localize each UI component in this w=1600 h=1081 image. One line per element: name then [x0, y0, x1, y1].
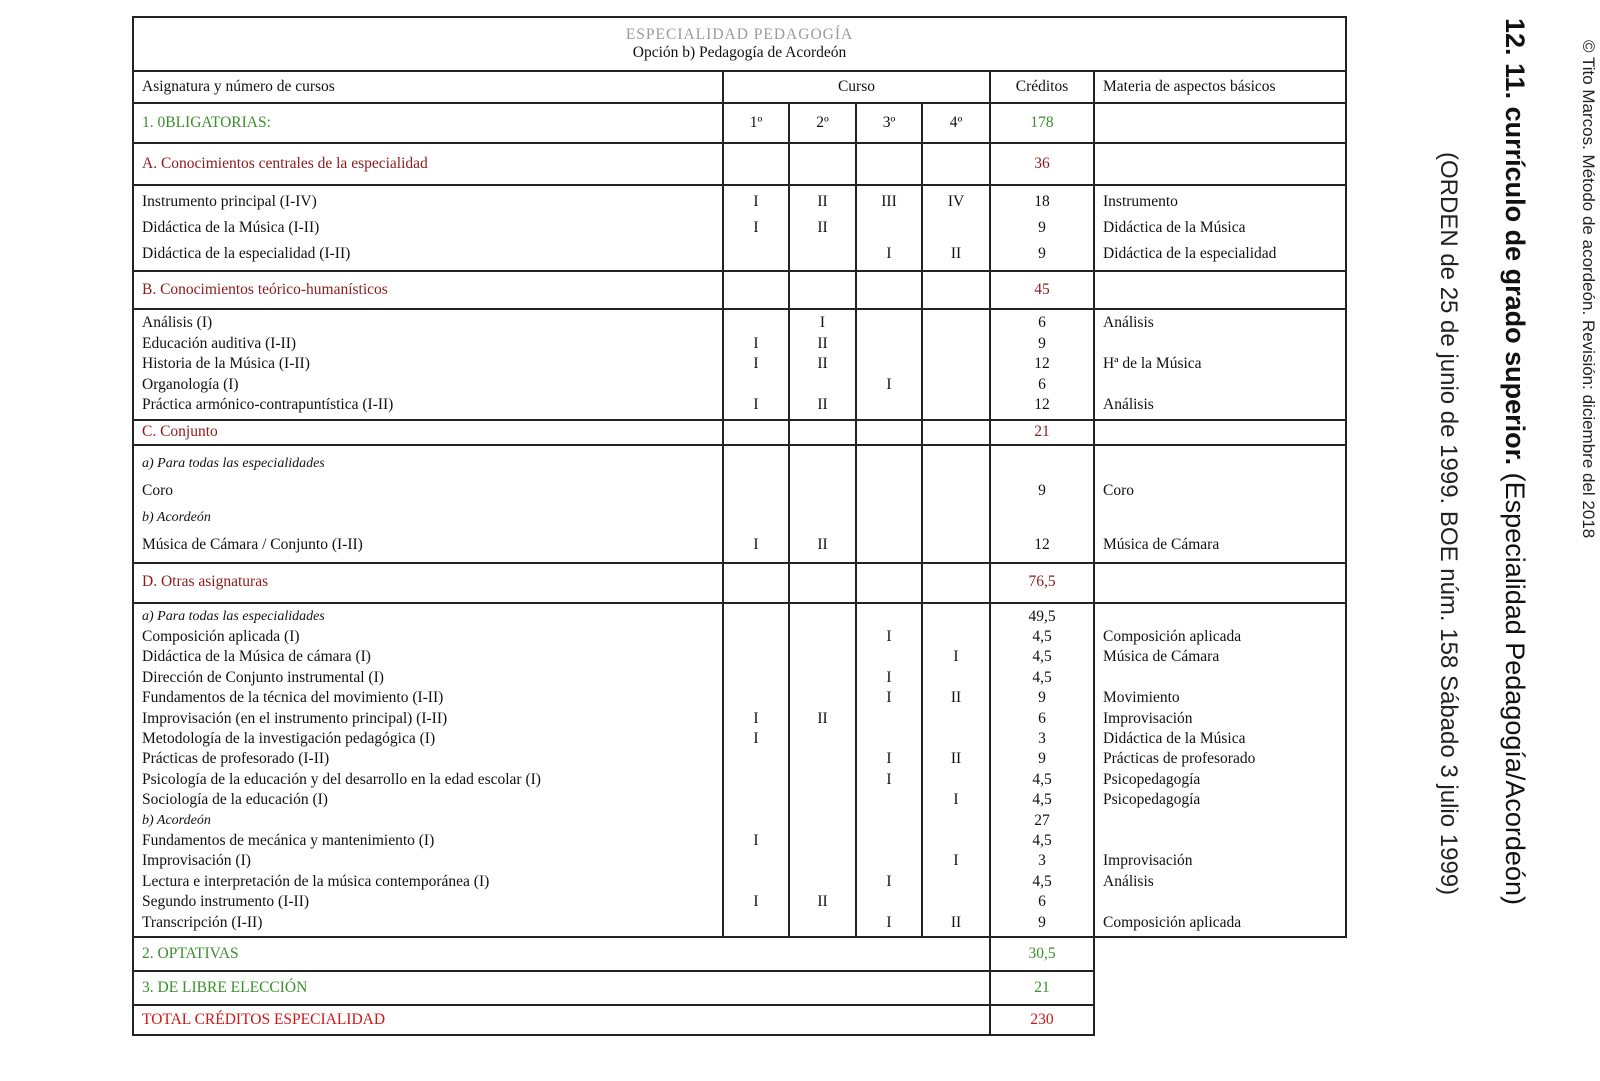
- empty-cell: [856, 420, 922, 445]
- year-3-cell: [857, 831, 921, 851]
- page-number: [0, 546, 1, 614]
- year-4-cell: I: [953, 648, 959, 666]
- credits-cell: 4,5: [1032, 648, 1052, 666]
- year-2-cell: II: [817, 355, 828, 372]
- year-2-cell: [790, 668, 855, 688]
- year-4-cell: [923, 709, 989, 729]
- year-2-cell: [790, 851, 855, 871]
- subsection-credits: 27: [1034, 811, 1050, 829]
- materia-cell: Improvisación: [1103, 709, 1193, 727]
- subject-name-cell: Práctica armónico-contrapuntística (I-II): [142, 396, 394, 413]
- year-1-cell: [724, 770, 788, 790]
- subject-name-cell: Improvisación (I): [142, 852, 251, 870]
- subject-name-cell: Dirección de Conjunto instrumental (I): [142, 668, 384, 686]
- optativas-credits: 30,5: [990, 937, 1094, 971]
- credits-cell: 4,5: [1032, 831, 1052, 849]
- year-3-cell: [857, 790, 921, 810]
- year-1-header: 1º: [723, 103, 789, 143]
- secD-body-credits-col: [990, 603, 1094, 938]
- materia-cell: Psicopedagogía: [1103, 791, 1201, 809]
- obligatorias-credits: 178: [990, 103, 1094, 143]
- materia-cell: [1103, 668, 1337, 688]
- obligatorias-label: 1. 0BLIGATORIAS:: [133, 103, 723, 143]
- obligatorias-row: [133, 103, 1346, 143]
- year-1-cell: [724, 688, 788, 708]
- materia-cell: [1103, 375, 1337, 396]
- subject-name-cell: Historia de la Música (I-II): [142, 355, 310, 372]
- section-b-body: [133, 309, 1346, 420]
- section-a-body: [133, 185, 1346, 271]
- subject-name-cell: Improvisación (en el instrumento principal) (I-II): [142, 709, 448, 727]
- subject-name-cell: Segundo instrumento (I-II): [142, 893, 310, 911]
- year-1-cell: [724, 375, 788, 396]
- year-4-cell: [923, 872, 989, 892]
- credits-cell: 6: [1038, 893, 1046, 911]
- year-2-cell: II: [817, 334, 828, 352]
- credits-cell: 6: [1038, 314, 1046, 331]
- secD-body-year-4-col: [922, 603, 990, 938]
- subject-name-cell: Psicología de la educación y del desarrollo en la edad escolar (I): [142, 770, 541, 788]
- empty-cell: [856, 271, 922, 309]
- year-4-cell: [923, 892, 989, 912]
- year-1-cell: I: [753, 831, 759, 849]
- credits-cell: 9: [1038, 750, 1046, 768]
- subject-name-cell: Didáctica de la especialidad (I-II): [142, 245, 351, 262]
- subject-name-cell: Educación auditiva (I-II): [142, 334, 297, 352]
- year-3-cell: [857, 215, 921, 241]
- section-heading: [1499, 18, 1530, 905]
- year-4-cell: [923, 215, 989, 241]
- secD-body-year-1-col: [723, 603, 789, 938]
- libre-credits: 21: [990, 971, 1094, 1005]
- year-1-cell: [724, 647, 788, 667]
- credits-cell: 6: [1038, 375, 1046, 393]
- year-1-cell: [724, 749, 788, 769]
- section-a-credits: 36: [990, 143, 1094, 185]
- materia-cell: [1103, 892, 1337, 912]
- year-2-cell: II: [817, 396, 828, 413]
- spacer: [1103, 811, 1337, 831]
- section-c-materia-col: [1094, 445, 1346, 563]
- header-creditos: Créditos: [990, 71, 1094, 103]
- empty-cell: [1094, 143, 1346, 185]
- section-c-y1: [723, 445, 789, 563]
- subsection-label: a) Para todas las especialidades: [142, 608, 325, 624]
- subject-name-cell: Fundamentos de mecánica y mantenimiento (I): [142, 831, 435, 849]
- optativas-row: [133, 937, 1346, 971]
- secD-body-subject-name-col: [133, 603, 723, 938]
- section-c-coro-materia: Coro: [1103, 481, 1134, 499]
- year-4-cell: II: [950, 245, 962, 262]
- secA-body-year-3-col: [856, 185, 922, 271]
- empty-cell: [1094, 420, 1346, 445]
- spacer: [790, 811, 855, 831]
- year-4-header: 4º: [922, 103, 990, 143]
- empty-cell: [856, 143, 922, 185]
- year-3-cell: I: [886, 627, 892, 645]
- year-1-cell: I: [753, 893, 759, 911]
- empty-cell: [1094, 271, 1346, 309]
- section-subheading: (ORDEN de 25 de junio de 1999. BOE núm. 158 Sábado 3 julio 1999): [1435, 152, 1462, 896]
- year-2-header: 2º: [789, 103, 856, 143]
- year-2-cell: II: [817, 219, 828, 236]
- materia-cell: Movimiento: [1103, 689, 1180, 707]
- subject-name-cell: Sociología de la educación (I): [142, 791, 328, 809]
- year-1-cell: I: [753, 729, 759, 747]
- section-b-row: [133, 271, 1346, 309]
- materia-cell: Didáctica de la Música: [1103, 219, 1246, 236]
- year-4-cell: [923, 770, 989, 790]
- year-4-cell: [923, 354, 989, 375]
- curriculum-table: [132, 16, 1347, 1036]
- curriculum-table-wrapper: [132, 16, 1347, 1036]
- credits-cell: 3: [1038, 852, 1046, 870]
- empty-cell: [922, 143, 990, 185]
- subject-name-cell: Prácticas de profesorado (I-II): [142, 750, 330, 768]
- secA-body-year-2-col: [789, 185, 856, 271]
- year-1-cell: I: [753, 355, 759, 372]
- header-curso: Curso: [723, 71, 990, 103]
- section-d-label: D. Otras asignaturas: [133, 563, 723, 603]
- year-3-cell: I: [886, 689, 892, 707]
- section-b-credits: 45: [990, 271, 1094, 309]
- secB-body-materia-col: [1094, 309, 1346, 420]
- credits-cell: 18: [1034, 193, 1050, 210]
- year-4-cell: [923, 375, 989, 396]
- year-4-cell: [923, 627, 989, 647]
- year-3-cell: I: [886, 245, 892, 262]
- secB-body-year-4-col: [922, 309, 990, 420]
- year-1-cell: [724, 668, 788, 688]
- year-2-cell: [790, 872, 855, 892]
- year-2-cell: [790, 647, 855, 667]
- year-2-cell: [790, 913, 855, 933]
- empty-cell: [1094, 103, 1346, 143]
- materia-cell: [1103, 334, 1337, 355]
- spacer: [724, 607, 788, 627]
- credits-cell: 12: [1034, 396, 1050, 413]
- year-3-cell: [857, 395, 921, 416]
- empty-cell: [922, 271, 990, 309]
- year-2-cell: [790, 831, 855, 851]
- total-label: TOTAL CRÉDITOS ESPECIALIDAD: [133, 1005, 990, 1035]
- subject-name-cell: Organología (I): [142, 375, 239, 393]
- total-credits: 230: [990, 1005, 1094, 1035]
- secA-body-subject-name-col: [133, 185, 723, 271]
- empty-cell: [723, 563, 789, 603]
- secB-body-subject-name-col: [133, 309, 723, 420]
- secB-body-year-3-col: [856, 309, 922, 420]
- empty-cell: [789, 420, 856, 445]
- section-d-body: [133, 603, 1346, 938]
- empty-cell: [856, 445, 922, 563]
- secB-body-year-2-col: [789, 309, 856, 420]
- year-4-cell: [923, 831, 989, 851]
- empty-cell: [1094, 937, 1346, 971]
- subject-name-cell: Instrumento principal (I-IV): [142, 193, 317, 210]
- year-3-cell: I: [886, 872, 892, 890]
- year-3-cell: [857, 709, 921, 729]
- year-1-cell: [724, 851, 788, 871]
- spacer: [1103, 607, 1337, 627]
- secB-body-credits-col: [990, 309, 1094, 420]
- spacer: [923, 811, 989, 831]
- year-4-cell: [923, 334, 989, 355]
- year-1-cell: [724, 313, 788, 334]
- table-title: ESPECIALIDAD PEDAGOGÍA: [625, 26, 854, 43]
- materia-cell: Didáctica de la especialidad: [1103, 245, 1277, 262]
- materia-cell: Música de Cámara: [1103, 648, 1220, 666]
- empty-cell: [922, 563, 990, 603]
- table-subtitle: Opción b) Pedagogía de Acordeón: [632, 44, 847, 61]
- credits-cell: 6: [1038, 709, 1046, 727]
- credits-cell: 9: [1038, 219, 1046, 236]
- spacer: [857, 607, 921, 627]
- year-2-cell: [790, 749, 855, 769]
- secA-body-year-4-col: [922, 185, 990, 271]
- spacer: [724, 811, 788, 831]
- year-2-cell: II: [817, 893, 828, 911]
- section-c-coro: Coro: [142, 481, 173, 499]
- total-row: [133, 1005, 1346, 1035]
- section-c-camara: Música de Cámara / Conjunto (I-II): [142, 535, 363, 553]
- year-3-cell: I: [886, 668, 892, 686]
- credits-cell: 9: [1038, 689, 1046, 707]
- year-3-header: 3º: [856, 103, 922, 143]
- credits-cell: 9: [1038, 334, 1046, 352]
- secB-body-year-1-col: [723, 309, 789, 420]
- year-4-cell: II: [950, 689, 962, 707]
- credits-cell: 4,5: [1032, 770, 1052, 788]
- subsection-label: b) Acordeón: [142, 812, 211, 828]
- section-c-camara-y2: II: [817, 535, 828, 553]
- section-d-row: [133, 563, 1346, 603]
- empty-cell: [1094, 971, 1346, 1005]
- secA-body-year-1-col: [723, 185, 789, 271]
- section-a-row: [133, 143, 1346, 185]
- year-1-cell: I: [753, 219, 759, 236]
- section-c-sub-a: a) Para todas las especialidades: [142, 455, 325, 471]
- section-c-camara-y1: I: [753, 535, 759, 553]
- secA-body-materia-col: [1094, 185, 1346, 271]
- empty-cell: [789, 143, 856, 185]
- section-heading-rest: (Especialidad Pedagogía/Acordeón): [1500, 465, 1530, 905]
- copyright-text: © Tito Marcos. Método de acordeón. Revisión: diciembre del 2018: [1579, 40, 1598, 539]
- materia-cell: Didáctica de la Música: [1103, 729, 1246, 747]
- subject-name-cell: Didáctica de la Música de cámara (I): [142, 648, 371, 666]
- materia-cell: [1103, 831, 1337, 851]
- secD-body-materia-col: [1094, 603, 1346, 938]
- section-c-body: [133, 445, 1346, 563]
- credits-cell: 3: [1038, 729, 1046, 747]
- materia-cell: Composición aplicada: [1103, 627, 1242, 645]
- empty-cell: [723, 420, 789, 445]
- year-2-cell: [790, 375, 855, 396]
- subsection-credits: 49,5: [1028, 607, 1056, 625]
- spacer: [790, 607, 855, 627]
- materia-cell: Composición aplicada: [1103, 913, 1242, 931]
- credits-cell: 9: [1038, 245, 1046, 262]
- section-c-coro-credits: 9: [1038, 481, 1046, 499]
- year-1-cell: [724, 872, 788, 892]
- header-subject: Asignatura y número de cursos: [133, 71, 723, 103]
- year-1-cell: [724, 790, 788, 810]
- empty-cell: [856, 563, 922, 603]
- section-d-credits: 76,5: [990, 563, 1094, 603]
- libre-row: [133, 971, 1346, 1005]
- empty-cell: [922, 420, 990, 445]
- year-2-cell: II: [817, 193, 828, 210]
- year-1-cell: I: [753, 396, 759, 413]
- secD-body-year-3-col: [856, 603, 922, 938]
- materia-cell: Prácticas de profesorado: [1103, 750, 1256, 768]
- credits-cell: 4,5: [1032, 791, 1052, 809]
- year-2-cell: [790, 241, 855, 267]
- year-2-cell: I: [819, 314, 826, 331]
- year-1-cell: I: [753, 709, 759, 727]
- secD-body-year-2-col: [789, 603, 856, 938]
- materia-cell: Análisis: [1103, 872, 1154, 890]
- year-3-cell: [857, 354, 921, 375]
- year-3-cell: [857, 647, 921, 667]
- spacer: [923, 607, 989, 627]
- year-4-cell: [923, 313, 989, 334]
- empty-cell: [789, 563, 856, 603]
- section-c-camara-credits: 12: [1034, 535, 1050, 553]
- year-4-cell: [923, 729, 989, 749]
- empty-cell: [789, 271, 856, 309]
- section-c-subjects: [133, 445, 723, 563]
- year-3-cell: [857, 729, 921, 749]
- year-3-cell: [857, 892, 921, 912]
- year-2-cell: [790, 627, 855, 647]
- empty-cell: [1094, 1005, 1346, 1035]
- credits-cell: 9: [1038, 913, 1046, 931]
- materia-cell: Análisis: [1103, 314, 1154, 331]
- header-materia: Materia de aspectos básicos: [1094, 71, 1346, 103]
- subject-name-cell: Composición aplicada (I): [142, 627, 300, 645]
- year-1-cell: [724, 913, 788, 933]
- subject-name-cell: Lectura e interpretación de la música contemporánea (I): [142, 872, 490, 890]
- year-1-cell: [724, 241, 788, 267]
- libre-label: 3. DE LIBRE ELECCIÓN: [133, 971, 990, 1005]
- year-2-cell: [790, 688, 855, 708]
- section-c-label: C. Conjunto: [133, 420, 723, 445]
- header-row: [133, 71, 1346, 103]
- empty-cell: [922, 445, 990, 563]
- spacer: [857, 811, 921, 831]
- year-3-cell: I: [886, 375, 892, 393]
- year-2-cell: [790, 770, 855, 790]
- subject-name-cell: Metodología de la investigación pedagógica (I): [142, 729, 436, 747]
- year-3-cell: I: [886, 770, 892, 788]
- title-row: [133, 17, 1346, 71]
- year-1-cell: I: [753, 193, 759, 210]
- year-4-cell: IV: [947, 193, 965, 210]
- year-4-cell: II: [950, 750, 962, 768]
- year-4-cell: I: [953, 852, 959, 870]
- year-3-cell: [857, 334, 921, 355]
- empty-cell: [723, 271, 789, 309]
- subject-name-cell: Transcripción (I-II): [142, 913, 263, 931]
- materia-cell: Hª de la Música: [1103, 355, 1202, 372]
- empty-cell: [723, 143, 789, 185]
- subject-name-cell: Análisis (I): [142, 314, 213, 331]
- optativas-label: 2. OPTATIVAS: [133, 937, 990, 971]
- credits-cell: 12: [1034, 355, 1050, 372]
- year-2-cell: [790, 790, 855, 810]
- year-4-cell: II: [950, 913, 962, 931]
- section-c-credits: 21: [990, 420, 1094, 445]
- year-4-cell: I: [953, 791, 959, 809]
- credits-cell: 4,5: [1032, 668, 1052, 686]
- section-c-row: [133, 420, 1346, 445]
- materia-cell: Psicopedagogía: [1103, 770, 1201, 788]
- materia-cell: Improvisación: [1103, 852, 1193, 870]
- section-heading-bold: 12. 11. currículo de grado superior.: [1500, 18, 1530, 466]
- year-3-cell: III: [881, 193, 897, 210]
- year-1-cell: I: [753, 334, 759, 352]
- credits-cell: 4,5: [1032, 872, 1052, 890]
- year-3-cell: I: [886, 913, 892, 931]
- year-3-cell: [857, 313, 921, 334]
- section-a-label: A. Conocimientos centrales de la especialidad: [133, 143, 723, 185]
- secA-body-credits-col: [990, 185, 1094, 271]
- section-c-sub-b: b) Acordeón: [142, 509, 211, 525]
- section-c-credits-col: [990, 445, 1094, 563]
- year-4-cell: [923, 668, 989, 688]
- section-c-y2: [789, 445, 856, 563]
- year-2-cell: [790, 729, 855, 749]
- section-b-label: B. Conocimientos teórico-humanísticos: [133, 271, 723, 309]
- subject-name-cell: Didáctica de la Música (I-II): [142, 219, 320, 236]
- credits-cell: 4,5: [1032, 627, 1052, 645]
- empty-cell: [1094, 563, 1346, 603]
- subject-name-cell: Fundamentos de la técnica del movimiento (I-II): [142, 689, 444, 707]
- materia-cell: Análisis: [1103, 396, 1154, 413]
- materia-cell: Instrumento: [1103, 193, 1178, 210]
- year-4-cell: [923, 395, 989, 416]
- year-1-cell: [724, 627, 788, 647]
- year-3-cell: [857, 851, 921, 871]
- year-3-cell: I: [886, 750, 892, 768]
- year-2-cell: II: [817, 709, 828, 727]
- section-c-camara-materia: Música de Cámara: [1103, 535, 1220, 553]
